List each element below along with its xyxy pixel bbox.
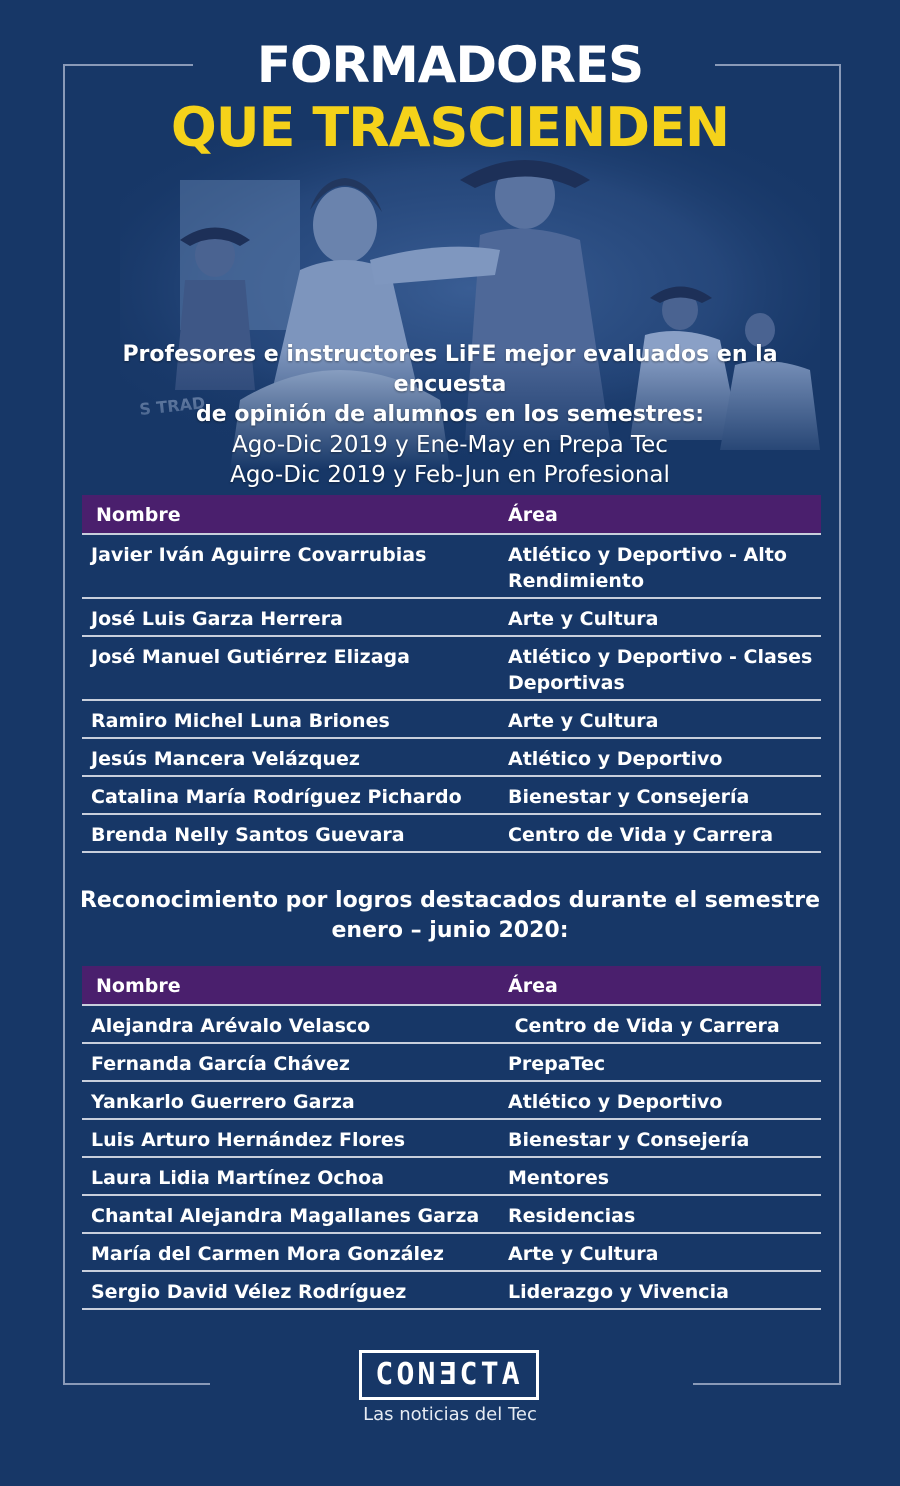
table-best-evaluated [82, 495, 821, 853]
title-line-2: QUE TRASCIENDEN [170, 96, 730, 159]
tagline: Las noticias del Tec [363, 1404, 537, 1425]
table-row [82, 1158, 821, 1196]
table-row [82, 1082, 821, 1120]
cell-name: María del Carmen Mora González [91, 1243, 444, 1265]
table-row [82, 1272, 821, 1310]
cell-name: Catalina María Rodríguez Pichardo [91, 786, 462, 808]
table-row [82, 637, 821, 701]
cell-name: Luis Arturo Hernández Flores [91, 1129, 406, 1151]
cell-area: Liderazgo y Vivencia [508, 1281, 729, 1303]
header-name: Nombre [96, 504, 181, 526]
table-row [82, 815, 821, 853]
table-row [82, 1006, 821, 1044]
header-area: Área [508, 975, 558, 997]
intro-line-1: Profesores e instructores LiFE mejor evaluados en la encuesta [122, 342, 778, 397]
cell-area: Centro de Vida y Carrera [508, 824, 774, 846]
cell-area: PrepaTec [508, 1053, 606, 1075]
table-row [82, 777, 821, 815]
table-header [82, 966, 821, 1006]
cell-area: Mentores [508, 1167, 610, 1189]
cell-name: Alejandra Arévalo Velasco [91, 1015, 371, 1037]
recognition-line-2: enero – junio 2020: [331, 918, 569, 943]
cell-name: Fernanda García Chávez [91, 1053, 350, 1075]
table-row [82, 535, 821, 599]
cell-name: Yankarlo Guerrero Garza [91, 1091, 355, 1113]
cell-name: Laura Lidia Martínez Ochoa [91, 1167, 385, 1189]
cell-area: Bienestar y Consejería [508, 786, 750, 808]
intro-line-4: Ago-Dic 2019 y Feb-Jun en Profesional [230, 462, 670, 488]
cell-area: Atlético y Deportivo - Clases Deportivas [508, 646, 813, 694]
cell-area: Arte y Cultura [508, 710, 659, 732]
cell-name: Chantal Alejandra Magallanes Garza [91, 1205, 480, 1227]
table-row [82, 1196, 821, 1234]
intro-text [70, 340, 830, 490]
header-area: Área [508, 504, 558, 526]
table-row [82, 599, 821, 637]
table-recognition [82, 966, 821, 1310]
table-header [82, 495, 821, 535]
cell-name: Brenda Nelly Santos Guevara [91, 824, 405, 846]
table-row [82, 1120, 821, 1158]
cell-name: José Luis Garza Herrera [91, 608, 343, 630]
logo-text: CONƎCTA [375, 1357, 523, 1392]
frame-bottom-right [693, 1383, 841, 1385]
title-line-1: FORMADORES [256, 36, 644, 94]
cell-area: Centro de Vida y Carrera [508, 1015, 780, 1037]
table-row [82, 1234, 821, 1272]
cell-name: Javier Iván Aguirre Covarrubias [91, 544, 427, 566]
cell-area: Arte y Cultura [508, 608, 659, 630]
cell-area: Atlético y Deportivo - Alto Rendimiento [508, 544, 787, 592]
recognition-line-1: Reconocimiento por logros destacados durante el semestre [79, 888, 821, 913]
intro-line-2: de opinión de alumnos en los semestres: [196, 402, 704, 427]
table-row [82, 739, 821, 777]
table-row [82, 1044, 821, 1082]
frame-left [63, 64, 65, 1385]
cell-area: Residencias [508, 1205, 636, 1227]
cell-name: Ramiro Michel Luna Briones [91, 710, 390, 732]
frame-right [839, 64, 841, 1385]
conecta-logo[interactable] [359, 1350, 539, 1400]
frame-bottom-left [63, 1383, 210, 1385]
cell-area: Atlético y Deportivo [508, 748, 723, 770]
cell-name: José Manuel Gutiérrez Elizaga [91, 646, 410, 668]
cell-area: Bienestar y Consejería [508, 1129, 750, 1151]
header-name: Nombre [96, 975, 181, 997]
cell-area: Atlético y Deportivo [508, 1091, 723, 1113]
table-row [82, 701, 821, 739]
cell-name: Jesús Mancera Velázquez [91, 748, 360, 770]
recognition-text [70, 886, 830, 946]
intro-line-3: Ago-Dic 2019 y Ene-May en Prepa Tec [232, 432, 668, 458]
cell-area: Arte y Cultura [508, 1243, 659, 1265]
cell-name: Sergio David Vélez Rodríguez [91, 1281, 407, 1303]
